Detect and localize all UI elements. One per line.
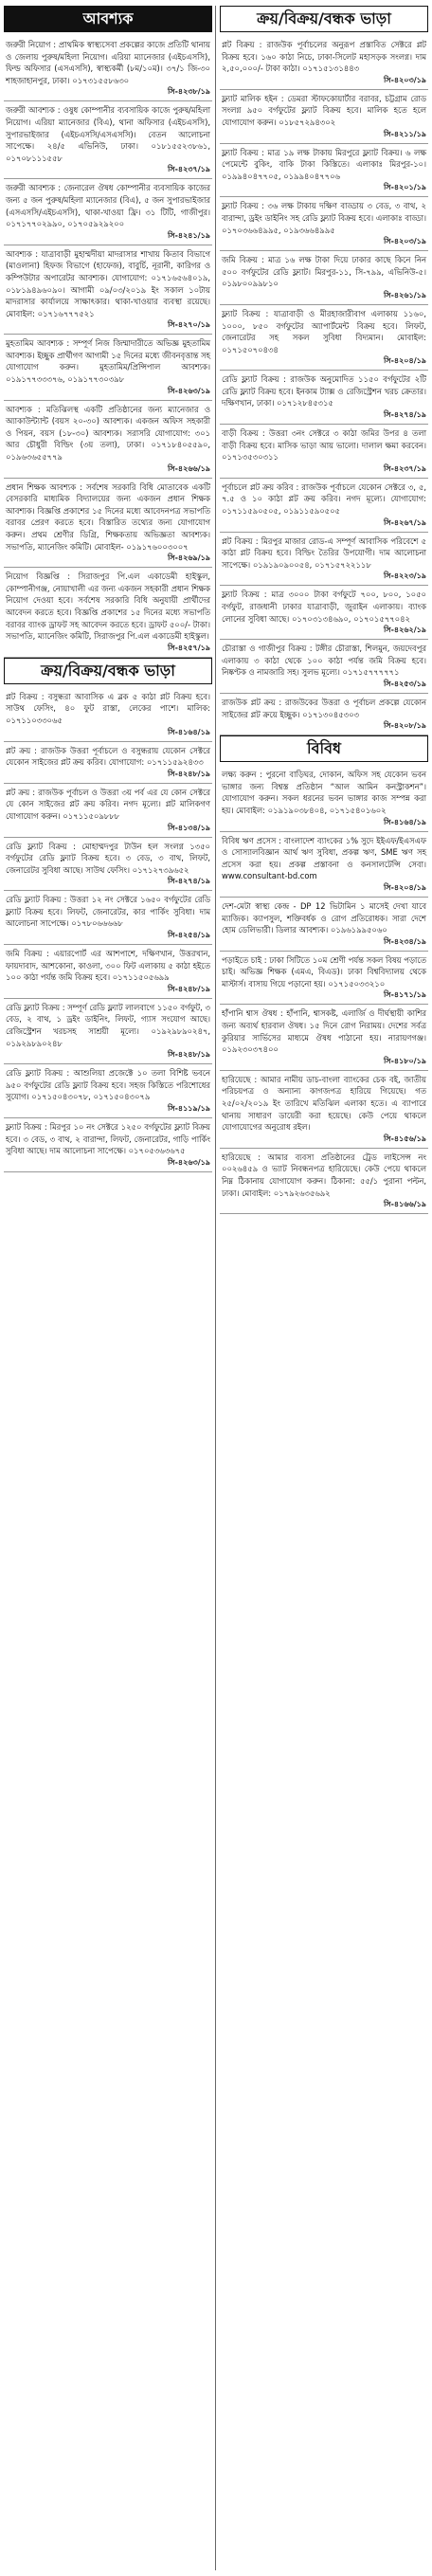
ad-text: বাড়ী বিক্রয় : উত্তরা ৩নং সেক্টরে ৩ কাঠা জমির উপর ৪ তলা বাড়ী বিক্রয় হবে। মাসিক ভাড়া আয় ভালো। দালাল ক্ষমা করবেন। ০১৭১৩৫৩০৩১১ <box>222 428 426 463</box>
classified-ad <box>220 766 428 831</box>
classified-ad <box>220 1149 428 1214</box>
classified-ad <box>220 952 428 1006</box>
ad-text: ফ্ল্যাট মালিক হইন : ডেমরা স্টাফকোয়ার্টার বরাবর, চট্টগ্রাম রোড সংলগ্ন ৯৫০ বর্গফুটের ফ্ল্যাট বিক্রয় হবে। মালিক হতে হলে যোগাযোগ করুন। ০১৮৫৭২৯৪৩০২ <box>222 93 426 127</box>
classified-ad <box>220 197 428 251</box>
ad-reference-code: সি-৪২৬৯/১৯ <box>168 553 210 563</box>
ad-reference-code: সি-৪২৬৭/১৯ <box>384 517 426 527</box>
ad-text: প্লট ক্রয় : রাজউক উত্তরা পূর্বাচলে ও বসুন্ধরায় যেকোন সেক্টরে যেকোন সাইজের প্লট ক্রয় করিব। যোগাযোগ: ০১৭১১৫৯২৪৩৩ <box>6 745 210 768</box>
ad-reference-code: সি-৪২০৪/১৯ <box>384 882 426 892</box>
ad-text: প্লট বিক্রয় : বসুন্ধরা আবাসিক এ ব্লক ৫ কাঠা প্লট বিক্রয় হবে। সাউথ ফেসিং, ৪০ ফুট রাস্তা, লেকের পাশে। মালিক: ০১৭১১০৩৩০৬৫ <box>6 691 210 725</box>
right-buy-sell-ads <box>220 36 428 735</box>
ad-text: লক্ষ্য করুন : পুরনো বাড়িঘর, দোকান, অফিস সহ যেকোন ভবন ভাঙ্গার জন্য বিশ্বস্ত প্রতিষ্ঠান “আল আমিন কনস্ট্রাকশন”। যোগাযোগ করুন। সকল ধরনের ভবন ভাঙ্গার কাজ সম্পন্ন করা হয়। মোবাইল: ০১৯১৯০৩৮৪০৪, ০১৭১৫৪০১৬০২ <box>222 770 426 815</box>
classified-ad <box>4 101 212 179</box>
classified-ad <box>4 568 212 658</box>
ad-text: চৌরাস্তা ও গাজীপুর বিক্রয় : টঙ্গীর চৌরাস্তা, শিলমুন, জয়দেবপুর এলাকায় ৩ কাঠা থেকে ১০০ কাঠা পর্যন্ত জমি বিক্রয় হবে। নিষ্কণ্টক ও নামজারি সহ। সুলভ মূল্যে। ০১৭১৫৭৭৭৭৭১ <box>222 644 426 678</box>
classified-ad <box>220 898 428 952</box>
ad-text: জমি বিক্রয় : এয়ারপোর্ট এর আশপাশে, দক্ষিণখান, উত্তরখান, ফায়দাবাদ, আশকোনা, কাওলা, ৩০০ ফিট এলাকায় ৫ কাঠা হইতে ১০০ কাঠা পর্যন্ত জমি বিক্রয় হবে। ০১৭১১৫০৫৬৯৯ <box>6 949 210 983</box>
ad-text: হাঁপানি শ্বাস ঔষধ : হাঁপানি, শ্বাসকষ্ট, এলার্জি ও দীর্ঘস্থায়ী কাশির জন্য অব্যর্থ হারবাল ঔষধ। ১৫ দিনে রোগ নিরাময়। দেশের সর্বত্র কুরিয়ার সার্ভিসের মাধ্যমে ঔষধ পাঠানো হয়। নারায়ণগঞ্জ। ০১৯২৩০৩৭৪০০ <box>222 1008 426 1055</box>
ad-text: জরুরী আবশ্যক : ওষুধ কোম্পানীর ব্যবসায়িক কাজে পুরুষ/মহিলা নিয়োগ। এরিয়া ম্যানেজার (বিএ), থানা অফিসার (এইচএসসি), সুপারভাইজার (এইচএসসি/এসএসসি)। বেতন আলোচনা সাপেক্ষে। ২৪/৫ এভিনিউ, ঢাকা। ০১৮১৫৫২৩৮৬১, ০১৭০৮১১১৫৫৮ <box>6 105 210 163</box>
classified-ad <box>220 479 428 533</box>
ad-text: রেডি ফ্ল্যাট বিক্রয় : আশুলিয়া প্রজেক্টে ১০ তলা বিশিষ্ট ভবনে ৯৫০ বর্গফুটের রেডি ফ্ল্যাট বিক্রয় হবে। সহজ কিস্তিতে পরিশোধের সুযোগ। ০১৭১৫০৪৩০৭৮, ০১৭১৫০৪৩০৭৯ <box>6 1068 210 1102</box>
ad-text: রেডি ফ্ল্যাট বিক্রয় : মোহাম্মদপুর টাউন হল সংলগ্ন ১৩৫০ বর্গফুটের রেডি ফ্ল্যাট বিক্রয় হবে। ৩ বেড, ৩ বাথ, লিফট, জেনারেটর সুবিধা আছে। সাউথ ফেসিং। ০১৭১২৭৩৯৬৫২ <box>6 841 210 875</box>
ad-text: প্লট ক্রয় : রাজউক পূর্বাচল ও উত্তরা ৩য় পর্ব এর যে কোন সেক্টরে যে কোন সাইজের প্লট ক্রয় করিব। নগদ মূল্যে। প্লট মালিকগণ যোগাযোগ করুন। ০১৭১১৫০৯৮৮৮ <box>6 787 210 821</box>
classified-ad <box>4 401 212 479</box>
ad-reference-code: সি-৪২৬৩/১৯ <box>168 386 210 395</box>
classified-ad <box>220 1005 428 1070</box>
classified-ad <box>4 479 212 569</box>
classified-ad <box>220 533 428 587</box>
left-column <box>4 6 212 1172</box>
right-misc-ads <box>220 766 428 1214</box>
ad-text: জরুরী নিয়োগ : প্রাথমিক স্বাস্থ্যসেবা প্রকল্পের কাজে প্রতিটি থানায় ও জেলায় পুরুষ/মহিলা নিয়োগ। এরিয়া ম্যানেজার (এইচএসসি), ফিল্ড অফিসার (এসএসসি), স্বাস্থ্যকর্মী (৮ম/১০ম)। ৩৭/১ জি-৩০ শাহজাহানপুর, ঢাকা। ০১৭৩১৫৫৮৬৩০ <box>6 40 210 85</box>
classified-ad <box>220 586 428 640</box>
ad-text: মুহতামিম আবশ্যক : সম্পূর্ণ নিজ জিম্মাদারীতে অভিজ্ঞ মুহতামিম আবশ্যক। ইচ্ছুক প্রার্থীগণ আগামী ১৫ দিনের মধ্যে জীবনবৃত্তান্ত সহ যোগাযোগ করুন। মুহতামিম/প্রিন্সিপাল আবশ্যক। ০১৯১৭৭৩৩৩৭৬, ০১৯১৭৭৩০৩৯৮ <box>6 338 211 385</box>
ad-text: পড়াইতে চাই : ঢাকা সিটিতে ১০ম শ্রেণী পর্যন্ত সকল বিষয় পড়াতে চাই। অভিজ্ঞ শিক্ষক (এমএ, বিএড)। ঢাকা বিশ্ববিদ্যালয় থেকে মাস্টার্স। বাসায় গিয়ে পড়ানো হয়। ০১৭১৫০৩৩২১০ <box>222 954 426 989</box>
ad-text: হারিয়েছে : আমার নামীয় ডাচ-বাংলা ব্যাংকের চেক বই, জাতীয় পরিচয়পত্র ও অন্যান্য কাগজপত্র হারিয়ে গিয়েছে। গত ২৫/০২/২০১৯ ইং তারিখে মতিঝিল এলাকা হতে। এ ব্যাপারে থানায় সাধারণ ডায়েরী করা হয়েছে। কেউ পেয়ে থাকলে যোগাযোগের অনুরোধ রইল। <box>222 1074 426 1133</box>
left-buy-sell-ads <box>4 688 212 1172</box>
ad-reference-code: সি-৪১৬৪/১৯ <box>168 727 210 736</box>
ad-reference-code: সি-৪২০১/১৯ <box>384 183 426 192</box>
ad-text: ফ্ল্যাট বিক্রয় : মিরপুর ১০ নং সেক্টরে ১২৫০ বর্গফুটের ফ্ল্যাট বিক্রয় হবে। ৩ বেড, ৩ বাথ, ২ বারান্দা, লিফট, জেনারেটর, গাড়ি পার্কিং সুবিধা আছে। দাম আলোচনা সাপেক্ষে। ০১৭০৫৩৬৩৬৭৫ <box>6 1122 210 1156</box>
column-divider <box>215 6 216 2570</box>
ad-text: জমি বিক্রয় : মাত্র ১৬ লক্ষ টাকা দিয়ে ঢাকার কাছে কিনে নিন ৫০০ বর্গফুটের রেডি ফ্ল্যাট। মিরপুর-১১, সি-৭৯৯, এভিনিউ-৫। ০১৯৮০০৯৯৮১০ <box>222 255 426 289</box>
classified-ad <box>4 891 212 945</box>
ad-reference-code: সি-৪২৪৮/১৯ <box>168 769 210 778</box>
ad-reference-code: সি-৪২৩৪/১৯ <box>384 936 426 946</box>
ad-reference-code: সি-৪২৬৬/১৯ <box>168 463 210 473</box>
classified-ad <box>220 36 428 90</box>
ad-reference-code: সি-৪১৬৬/১৯ <box>384 1200 426 1209</box>
ad-reference-code: সি-৪২০৪/১৯ <box>384 356 426 366</box>
ad-text: নিয়োগ বিজ্ঞপ্তি : সিরাজপুর পি.এল একাডেমী হাইস্কুল, কোম্পানীগঞ্জ, নোয়াখালী এর জন্য একজন সহকারী প্রধান শিক্ষক নিয়োগ দেওয়া হবে। সর্বশেষ সরকারি বিধি অনুযায়ী প্রার্থীদের আবেদন করতে হবে। বিজ্ঞপ্তি প্রকাশের ১৫ দিনের মধ্যে সভাপতি বরাবর ব্যাংক ড্রাফট সহ আবেদন করতে হবে। ড্রাফট ৫০০/- টাকা। সভাপতি, ম্যানেজিং কমিটি, সিরাজপুর পি.এল একাডেমী হাইস্কুল। <box>6 571 210 642</box>
ad-text: জরুরী আবশ্যক : জেনারেল ঔষধ কোম্পানীর ব্যবসায়িক কাজের জন্য ৫ জন পুরুষ/মহিলা ম্যানেজার (বিএ), ৫ জন সুপারভাইজার (এসএসসি/এইচএসসি), থাকা-খাওয়া ফ্রি। ৩১ টিটি, গাজীপুর। ০১৭১৭৭০২৯৯০, ০১৭০৫৯২৯২০০ <box>6 183 210 229</box>
classified-ad <box>220 90 428 144</box>
ad-reference-code: সি-৪২৭৪/১৯ <box>168 877 210 886</box>
ad-text: দেশ-মেটা স্বাস্থ্য কেন্দ্র - DP 12 ভিটামিন ১ মাসেই দেখা যাবে ম্যাজিক। ক্যাপসুল, শক্তিবর্ধক ও রোগ প্রতিরোধক। সারা দেশে হোম ডেলিভারী। ডিলার আবশ্যক। ০১৯৬১৯৯৫০৬০ <box>222 900 426 935</box>
ad-reference-code: সি-৪২০৮/১৯ <box>384 721 426 731</box>
classified-ad <box>4 1118 212 1172</box>
classified-ad <box>4 742 212 784</box>
ad-text: প্লট বিক্রয় : মিরপুর মাজার রোড-এ সম্পূর্ণ আবাসিক পরিবেশে ৫ কাঠা প্লট বিক্রয় হবে। বিল্ডিং তৈরির উপযোগী। দাম আলোচনা সাপেক্ষে। ০১৯১৯০৯০০৫৪, ০১৭১৫৭২২১১৮ <box>222 535 426 570</box>
ad-text: আবশ্যক : যাত্রাবাড়ী মুহাম্মদীয়া মাদরাসার শাখায় কিতাব বিভাগে (মাওলানা) হিফজ বিভাগে (হাফেজ), বাবুর্চি, নূরানী, কারিগর ও কম্পিউটার অপারেটর আবশ্যক। যোগাযোগ: ০১৭১৬৫৬৪০১৯, ০১৮১৯৪৯৬০৯০। আগামী ০৯/০৩/২০১৯ ইং সকাল ১০টায় মাদরাসার কার্যালয়ে সাক্ষাৎকার। থাকা-খাওয়ার ব্যবস্থা রয়েছে। মোবাইল: ০১৭১৬৭৭৭৫২১ <box>6 248 210 318</box>
classified-ad <box>220 144 428 198</box>
ad-reference-code: সি-৪২৩৮/১৯ <box>168 87 210 97</box>
ad-reference-code: সি-৪২৬১/১৯ <box>384 290 426 299</box>
ad-reference-code: সি-৪২৩৭/১৯ <box>168 165 210 174</box>
ad-reference-code: সি-৪২৭০/১৯ <box>168 320 210 330</box>
ad-reference-code: সি-৪২৬২/১৯ <box>384 626 426 635</box>
classified-ad <box>220 305 428 371</box>
classified-ad <box>4 838 212 892</box>
classified-ad <box>4 999 212 1064</box>
classified-ad <box>220 371 428 425</box>
ad-reference-code: সি-৪২৭৪/১৯ <box>384 410 426 420</box>
ad-reference-code: সি-৪২৪৮/১৯ <box>168 984 210 993</box>
ad-reference-code: সি-৪২০৩/১৯ <box>384 237 426 246</box>
classified-ad <box>220 694 428 735</box>
ad-text: বিবিধ ঋণ প্রসেস : বাংলাদেশ ব্যাংকের ১% সুদে ইইএফ/ইএসএফ ও সোস্যালবিজ্ঞান আর্থ ঋণ সুবিধা, প্রকল্প ঋণ, SME ঋণ সহ প্রসেস করা হয়। প্রকল্প প্রস্তাবনা ও কনসালটেন্সি সেবা। www.consultant-bd.com <box>222 835 426 881</box>
ad-text: রাজউক প্লট ক্রয় : রাজউকের উত্তরা ও পূর্বাচল প্রকল্পে যেকোন সাইজের প্লট ক্রয়ে ইচ্ছুক। ০১৭১৩০৪৫৩০৩ <box>222 697 426 719</box>
ad-reference-code: সি-৪২০৩/১৯ <box>384 75 426 84</box>
ad-reference-code: সি-৪১৫৬/১৯ <box>384 1134 426 1143</box>
ad-reference-code: সি-৪১৭১/১৯ <box>384 990 426 1000</box>
ad-text: ফ্ল্যাট বিক্রয় : ৩৬ লক্ষ টাকায় দক্ষিণ বাড্ডায় ৩ বেড, ৩ বাথ, ২ বারান্দা, ড্রইং ডাইনিং সহ রেডি ফ্ল্যাট বিক্রয় হবে। এলাকাঃ বাড্ডা। ০১৭০৩৬৬৪৯৯৫, ০১৯৩৬৬৪৯৯৫ <box>222 201 426 235</box>
left-wanted-ads <box>4 36 212 658</box>
classified-ad <box>4 945 212 999</box>
ad-text: রেডি ফ্ল্যাট বিক্রয় : রাজউক অনুমোদিত ১১৫০ বর্গফুটের ২টি রেডি ফ্ল্যাট বিক্রয় হবে। ইনকাম ট্যাক্স ও রেজিস্ট্রেশন খরচ ক্রেতার। দক্ষিণখান, ঢাকা। ০১৭১২৮৪৫৩১৫ <box>222 374 426 408</box>
ad-text: পূর্বাচলে প্লট ক্রয় করিব : রাজউক পূর্বাচলে যেকোন সেক্টরে ৩, ৫, ৭.৫ ও ১০ কাঠা প্লট ক্রয় করিব। নগদ মূল্যে। যোগাযোগ: ০১৭১১৫৯০৫০৫, ০১৯১১৫৯০৫০৫ <box>222 481 426 517</box>
classified-ad <box>4 1064 212 1118</box>
classified-ad <box>220 425 428 479</box>
ad-text: আবশ্যক : মতিঝিলস্থ একটি প্রতিষ্ঠানের জন্য ম্যানেজার ও অ্যাকাউন্ট্যান্ট (বয়স ২০-৩০) আবশ্যক। একজন অফিস সহকারী ও পিয়ন, বয়স (১৮-৩০) আবশ্যক। সরাসরি যোগাযোগ: ৩০১ আর চৌধুরী বিল্ডিং (৩য় তলা), ঢাকা। ০১৭১৮৪০৫৫৯০, ০১৯৬৩৬৫৫৭৭৯ <box>6 404 210 463</box>
ad-text: প্লট বিক্রয় : রাজউক পূর্বাচলের অনুরূপ প্রস্তাবিত সেক্টরে প্লট বিক্রয় হবে। ১৬০ কাঠা নিচে, ঢাকা-সিলেট মহাসড়ক সংলগ্ন। দাম ২,৫০,০০০/- টাকা কাঠা। ০১৭১৫১৩১৪৪৩ <box>222 40 426 74</box>
ad-text: রেডি ফ্ল্যাট বিক্রয় : সম্পূর্ণ রেডি ফ্ল্যাট লালবাগে ১১৫০ বর্গফুট, ৩ বেড, ২ বাথ, ১ ড্রইং ডাইনিং, লিফট, গ্যাস সংযোগ আছে। রেজিস্ট্রেশন খরচসহ সাশ্রয়ী মূল্যে। ০১৯২৯৮৯০২৪৭, ০১৯২৯৮৯০২৪৮ <box>6 1002 210 1048</box>
ad-text: ফ্ল্যাট বিক্রয় : মাত্র ৩০০০ টাকা বর্গফুটে ৭০০, ৮০০, ১০৫০ বর্গফুট, রাজধানী ঢাকার যাত্রাবাড়ী, জুরাইন এলাকায়। ব্যাংক লোনের সুবিধা আছে। ০১৭০৩১৩৪৬৯০, ০১৭০১৫৭৭০৪২ <box>222 590 426 624</box>
ad-reference-code: সি-৪১৩৪/১৯ <box>168 823 210 832</box>
ad-text: ফ্ল্যাট বিক্রয় : মাত্র ১৯ লক্ষ টাকায় মিরপুরে ফ্ল্যাট বিক্রয়। ৬ লক্ষ পেমেন্টে বুকিং, বাকি টাকা কিস্তিতে। এলাকাঃ মিরপুর-১০। ০১৯৯৪০৪৭৭০৫, ০১৯৯৪০৪৭৭০৬ <box>222 147 426 181</box>
classified-ad <box>220 640 428 694</box>
ad-reference-code: সি-৪১৮০/১৯ <box>384 1056 426 1065</box>
classified-ad <box>4 784 212 838</box>
ad-reference-code: সি-৪১৬৪/১৯ <box>384 817 426 826</box>
ad-reference-code: সি-৪২৪৮/১৯ <box>168 1050 210 1060</box>
ad-reference-code: সি-৪২২৩/১৯ <box>384 571 426 581</box>
right-column <box>220 6 428 1214</box>
classified-ad <box>4 688 212 742</box>
classified-ad <box>4 245 212 336</box>
ad-reference-code: সি-৪২৩৭/১৯ <box>384 463 426 473</box>
section-header-wanted: আবশ্যক <box>4 6 212 32</box>
ad-reference-code: সি-৪১১৯/১৯ <box>168 1104 210 1113</box>
classified-ad <box>4 179 212 245</box>
ad-text: রেডি ফ্ল্যাট বিক্রয় : উত্তরা ১২ নং সেক্টরে ১৬৫০ বর্গফুটের রেডি ফ্ল্যাট বিক্রয় হবে। লিফট, জেনারেটর, কার পার্কিং সুবিধা। দাম আলোচনা সাপেক্ষে। ০১৭৮০৬৬৬৬৮ <box>6 895 210 929</box>
classified-ad <box>4 36 212 101</box>
ad-reference-code: সি-৪২৪১/১৯ <box>168 230 210 240</box>
ad-text: হারিয়েছে : আমার ব্যবসা প্রতিষ্ঠানের ট্রেড লাইসেন্স নং ০০২৬৪৫৯ ও ভ্যাট নিবন্ধনপত্র হারিয়েছে। কেউ পেয়ে থাকলে নিম্ন ঠিকানায় যোগাযোগ করুন। ঠিকানা: ৫৫/১ পুরানা পল্টন, ঢাকা। মোবাইল: ০১৭৯২৬৩৫৬৯২ <box>222 1152 426 1198</box>
ad-reference-code: সি-৪২৫৭/১৯ <box>168 643 210 652</box>
ad-reference-code: সি-৪২১১/১৯ <box>384 129 426 138</box>
ad-text: প্রধান শিক্ষক আবশ্যক : সর্বশেষ সরকারি বিধি মোতাবেক একটি বেসরকারি মাধ্যমিক বিদ্যালয়ের জন্য একজন প্রধান শিক্ষক আবশ্যক। বিজ্ঞপ্তি প্রকাশের ১৫ দিনের মধ্যে আবেদনপত্র সভাপতি বরাবর প্রেরণ করতে হবে। বিস্তারিত তথ্যের জন্য যোগাযোগ করুন। প্রথম শ্রেণীর ডিগ্রি, শিক্ষকতায় অভিজ্ঞতা আবশ্যক। সভাপতি, ম্যানেজিং কমিটি। মোবাইল- ০১৯১৭৬০০৩০০৭ <box>6 481 210 552</box>
section-header-misc: বিবিধ <box>220 735 428 762</box>
ad-reference-code: সি-৪২৫৩/১৯ <box>384 679 426 688</box>
section-header-buy-sell-right: ক্রয়/বিক্রয়/বন্ধক ভাড়া <box>220 6 428 32</box>
classified-ad <box>220 1071 428 1149</box>
section-header-buy-sell: ক্রয়/বিক্রয়/বন্ধক ভাড়া <box>4 658 212 684</box>
classified-ad <box>220 251 428 305</box>
classified-ad <box>4 335 212 400</box>
classified-ad <box>220 832 428 898</box>
ad-reference-code: সি-৪২৬৩/১৯ <box>168 1157 210 1167</box>
ad-reference-code: সি-৪২৫৪/১৯ <box>168 931 210 940</box>
ad-text: ফ্ল্যাট বিক্রয় : যাত্রাবাড়ী ও মীরহাজারীবাগ এলাকায় ১১৬০, ১০০০, ৮৫০ বর্গফুটের অ্যাপার্টমেন্ট বিক্রয় হবে। লিফট, জেনারেটর সহ সকল সুবিধা বিদ্যমান। মোবাইল: ০১৭১৫০৭০৪৩৪ <box>222 308 426 354</box>
